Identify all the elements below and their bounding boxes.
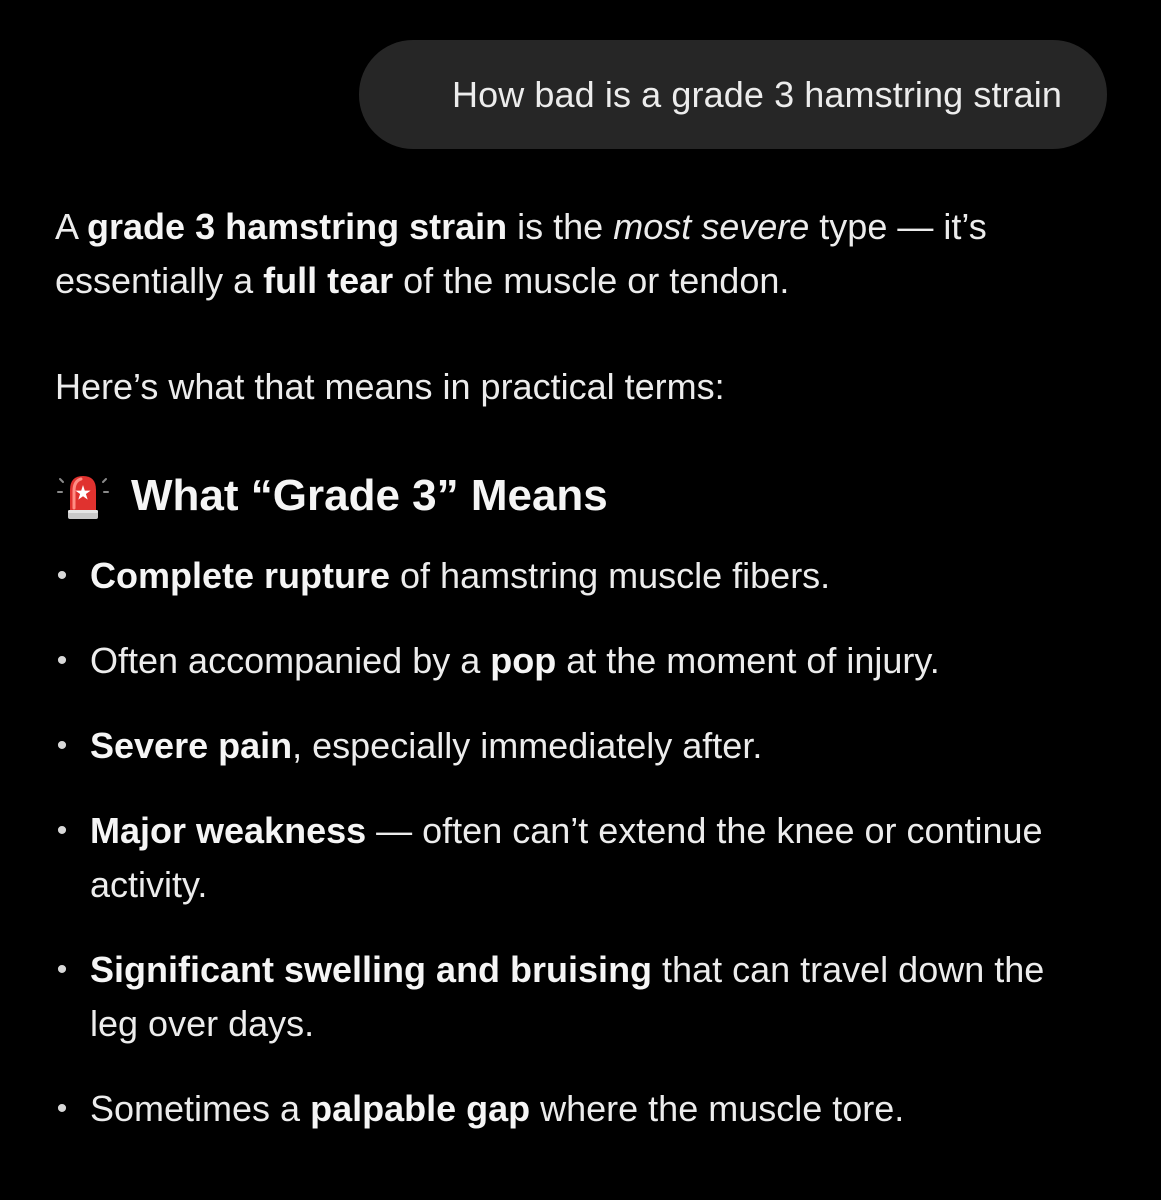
bullet-text: Sometimes a [90, 1088, 311, 1129]
intro-paragraph [55, 200, 1115, 308]
list-item [55, 719, 1050, 773]
intro-text: of the muscle or tendon. [393, 260, 790, 301]
bullet-bold-term: palpable gap [310, 1088, 531, 1129]
bullet-bold-term: pop [490, 640, 557, 681]
bullet-marker: • [56, 644, 68, 677]
list-item [55, 804, 1050, 912]
intro-text: A [55, 206, 88, 247]
bullet-bold-term: Major weakness [90, 810, 367, 851]
bullet-text: at the moment of injury. [556, 640, 940, 681]
list-item [55, 943, 1050, 1051]
bullet-bold-term: Significant swelling and bruising [90, 949, 653, 990]
bullet-list [55, 549, 1115, 1136]
intro-text: is the [507, 206, 614, 247]
rotating-light-icon [57, 470, 109, 522]
intro-italic-term: most severe [613, 206, 810, 247]
user-message-text: How bad is a grade 3 hamstring strain [451, 73, 1062, 115]
bullet-text: that can travel down the leg over days. [90, 949, 1045, 1044]
bullet-marker: • [56, 729, 68, 762]
list-item [55, 549, 1050, 603]
intro-bold-term: grade 3 hamstring strain [87, 206, 508, 247]
bullet-text: Often accompanied by a [90, 640, 491, 681]
intro-text: type — it’s essentially a [55, 206, 987, 301]
list-item [55, 1082, 1050, 1136]
bullet-marker: • [56, 953, 68, 986]
bullet-bold-term: Severe pain [90, 725, 293, 766]
bullet-bold-term: Complete rupture [90, 555, 391, 596]
list-item [55, 634, 1050, 688]
bullet-text: , especially immediately after. [292, 725, 763, 766]
lead-paragraph: Here’s what that means in practical terms: [55, 366, 725, 407]
user-message-bubble [359, 40, 1107, 149]
section-heading [55, 465, 1115, 527]
bullet-text: — often can’t extend the knee or continue activity. [90, 810, 1043, 905]
bullet-marker: • [56, 1092, 68, 1125]
bullet-text: where the muscle tore. [530, 1088, 905, 1129]
intro-bold-term: full tear [263, 260, 394, 301]
assistant-response [55, 200, 1115, 1136]
bullet-text: of hamstring muscle fibers. [390, 555, 831, 596]
section-heading-text: What “Grade 3” Means [131, 471, 608, 520]
bullet-marker: • [56, 559, 68, 592]
bullet-marker: • [56, 814, 68, 847]
